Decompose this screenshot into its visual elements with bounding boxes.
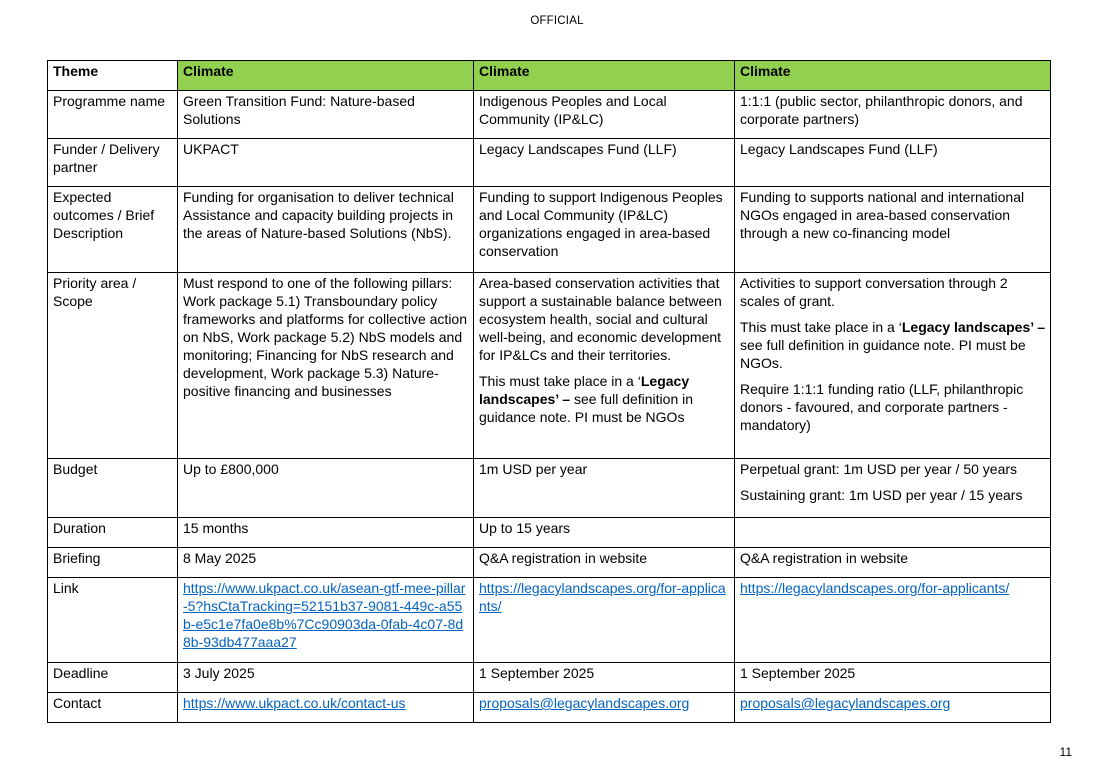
outcomes-row: [48, 187, 1051, 273]
priority-text: Must respond to one of the following pillars: Work package 5.1) Transboundary policy frameworks and platforms for collective action on NbS, Work package 5.2) NbS models and monitoring; Financing for NbS research and development, Work package 5.3) Nature-positive financing and businesses: [183, 275, 467, 399]
contact-row: [48, 693, 1051, 723]
contact-cell-3: [735, 693, 1051, 723]
outcomes-cell-1: Funding for organisation to deliver technical Assistance and capacity building projects in the areas of Nature-based Solutions (NbS).: [178, 187, 474, 273]
theme-cell-2: Climate: [474, 61, 735, 91]
programme-cell-1: Green Transition Fund: Nature-based Solutions: [178, 91, 474, 139]
row-label-contact: Contact: [48, 693, 178, 723]
duration-row: [48, 518, 1051, 548]
priority-location-note: [740, 318, 1046, 372]
note-emphasis: Legacy landscapes’ –: [901, 319, 1046, 335]
duration-cell-3: [735, 518, 1051, 548]
budget-cell-1: Up to £800,000: [178, 459, 474, 518]
theme-cell-1: Climate: [178, 61, 474, 91]
contact-cell-2: [474, 693, 735, 723]
outcomes-cell-3: Funding to supports national and international NGOs engaged in area-based conservation through a new co-financing model: [735, 187, 1051, 273]
link-cell-3: [735, 578, 1051, 663]
link-cell-1: [178, 578, 474, 663]
link-cell-2: [474, 578, 735, 663]
priority-funding-ratio: Require 1:1:1 funding ratio (LLF, philanthropic donors - favoured, and corporate partners - mandatory): [740, 381, 1024, 433]
row-label-briefing: Briefing: [48, 548, 178, 578]
contact-cell-1: [178, 693, 474, 723]
row-label-outcomes: Expected outcomes / Brief Description: [48, 187, 178, 273]
funding-programmes-table: [47, 60, 1051, 723]
note-text: This must take place in a ‘: [740, 319, 902, 335]
theme-row: [48, 61, 1051, 91]
ukpact-contact-link[interactable]: https://www.ukpact.co.uk/contact-us: [183, 695, 406, 711]
budget-perpetual: Perpetual grant: 1m USD per year / 50 years: [740, 461, 1018, 477]
deadline-cell-2: 1 September 2025: [474, 663, 735, 693]
duration-cell-1: 15 months: [178, 518, 474, 548]
ukpact-programme-link[interactable]: https://www.ukpact.co.uk/asean-gtf-mee-pillar-5?hsCtaTracking=52151b37-9081-449c-a55b-e5c1e7fa0e8b%7Cc90903da-0fab-4c07-8d8b-93db477aaa27: [183, 580, 466, 650]
row-label-funder: Funder / Delivery partner: [48, 139, 178, 187]
programme-cell-3: 1:1:1 (public sector, philanthropic donors, and corporate partners): [735, 91, 1051, 139]
priority-cell-2: [474, 273, 735, 459]
note-text: see full definition in guidance note. PI must be NGOs.: [740, 337, 1026, 371]
briefing-cell-3: Q&A registration in website: [735, 548, 1051, 578]
funder-cell-1: UKPACT: [178, 139, 474, 187]
note-emphasis: Legacy landscapes’ –: [479, 373, 690, 407]
funder-cell-3: Legacy Landscapes Fund (LLF): [735, 139, 1051, 187]
briefing-row: [48, 548, 1051, 578]
priority-text: Activities to support conversation through 2 scales of grant.: [740, 275, 1008, 309]
row-label-budget: Budget: [48, 459, 178, 518]
row-label-programme: Programme name: [48, 91, 178, 139]
outcomes-cell-2: Funding to support Indigenous Peoples and Local Community (IP&LC) organizations engaged in area-based conservation: [474, 187, 735, 273]
note-text: see full definition in guidance note. PI must be NGOs: [479, 391, 694, 425]
budget-sustaining: Sustaining grant: 1m USD per year / 15 years: [740, 487, 1023, 503]
note-text: This must take place in a ‘: [479, 373, 641, 389]
link-row: [48, 578, 1051, 663]
page-number: 11: [1059, 745, 1072, 759]
row-label-duration: Duration: [48, 518, 178, 548]
priority-cell-1: [178, 273, 474, 459]
priority-text: Area-based conservation activities that support a sustainable balance between ecosystem health, social and cultural well-being, and economic development for IP&LCs and their territories.: [479, 275, 722, 363]
llf-contact-email[interactable]: proposals@legacylandscapes.org: [740, 695, 951, 711]
priority-cell-3: [735, 273, 1051, 459]
llf-applicants-link[interactable]: https://legacylandscapes.org/for-applicants/: [740, 580, 1010, 596]
row-label-theme: Theme: [48, 61, 178, 91]
llf-contact-email[interactable]: proposals@legacylandscapes.org: [479, 695, 690, 711]
duration-cell-2: Up to 15 years: [474, 518, 735, 548]
briefing-cell-1: 8 May 2025: [178, 548, 474, 578]
priority-row: [48, 273, 1051, 459]
funder-row: [48, 139, 1051, 187]
priority-location-note: [479, 372, 730, 426]
row-label-deadline: Deadline: [48, 663, 178, 693]
budget-row: [48, 459, 1051, 518]
deadline-cell-1: 3 July 2025: [178, 663, 474, 693]
funder-cell-2: Legacy Landscapes Fund (LLF): [474, 139, 735, 187]
document-classification-header: OFFICIAL: [530, 15, 584, 27]
llf-applicants-link[interactable]: https://legacylandscapes.org/for-applicants/: [479, 580, 726, 614]
budget-cell-2: 1m USD per year: [474, 459, 735, 518]
deadline-cell-3: 1 September 2025: [735, 663, 1051, 693]
row-label-link: Link: [48, 578, 178, 663]
row-label-priority: Priority area / Scope: [48, 273, 178, 459]
programme-row: [48, 91, 1051, 139]
deadline-row: [48, 663, 1051, 693]
theme-cell-3: Climate: [735, 61, 1051, 91]
programme-cell-2: Indigenous Peoples and Local Community (IP&LC): [474, 91, 735, 139]
budget-cell-3: [735, 459, 1051, 518]
briefing-cell-2: Q&A registration in website: [474, 548, 735, 578]
